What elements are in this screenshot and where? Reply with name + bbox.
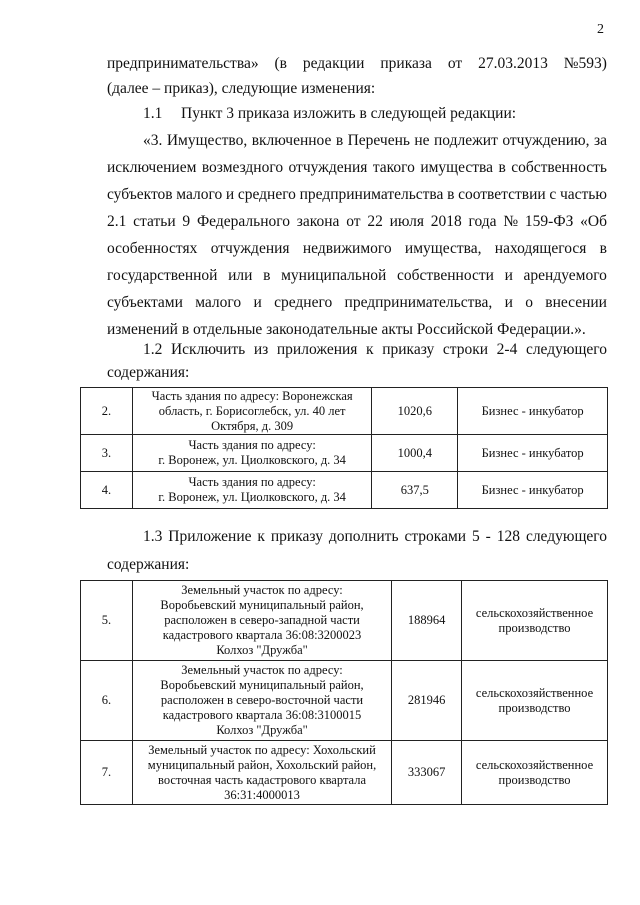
word: собственности (396, 267, 494, 284)
word: внесении (545, 294, 607, 311)
table-row (81, 472, 608, 509)
row-number: 7. (81, 741, 133, 805)
row-area: 281946 (392, 661, 462, 741)
word: исключением (107, 159, 197, 176)
word: Перечень (347, 132, 410, 149)
table-row (81, 435, 608, 472)
word: малого (195, 294, 242, 311)
word: имущества (420, 159, 494, 176)
word: к (257, 528, 265, 545)
word: из (253, 341, 269, 358)
row-number: 3. (81, 435, 133, 472)
word: в (335, 132, 344, 149)
word: 128 (496, 528, 521, 545)
quote-line-3 (107, 186, 607, 204)
item-1-3-line1 (143, 528, 607, 546)
word: редакции (302, 55, 365, 72)
row-area: 333067 (392, 741, 462, 805)
word: статьи (133, 213, 176, 230)
row-description: Часть здания по адресу: Воронежская область, г. Борисоглебск, ул. 40 лет Октября, д. 309 (132, 388, 372, 435)
word: 22 (367, 213, 383, 230)
word: от (447, 55, 463, 72)
word: в (263, 267, 271, 284)
word: особенностях (107, 240, 198, 257)
table-row (81, 388, 608, 435)
row-description: Земельный участок по адресу: Воробьевский муниципальный район, расположен в северо-восточной части кадастрового квартала 36:08:3100015 Колхоз "Дружба" (132, 661, 391, 741)
row-purpose: сельскохозяйственное производство (462, 741, 608, 805)
row-area: 1020,6 (372, 388, 458, 435)
word: Федерального (196, 213, 290, 230)
word: или (228, 267, 253, 284)
item-1-1-label: 1.1 (143, 105, 163, 122)
word: частью (559, 186, 607, 203)
word: 2-4 (496, 341, 518, 358)
quote-last-line: изменений в отдельные законодательные акты Российской Федерации.». (107, 321, 586, 338)
word: дополнить (328, 528, 399, 545)
word: недвижимого (302, 240, 392, 257)
word: и (253, 294, 262, 311)
word: года (468, 213, 497, 230)
word: - (485, 528, 491, 545)
item-1-2-line1 (143, 341, 607, 359)
word: арендуемого (523, 267, 607, 284)
row-description: Земельный участок по адресу: Воробьевский муниципальный район, расположен в северо-западной части кадастрового квартала 36:08:3200023 Колхоз "Дружба" (132, 581, 391, 661)
word: в (447, 186, 455, 203)
table-row (81, 741, 608, 805)
table-row (81, 661, 608, 741)
word: строки (442, 341, 489, 358)
word: 27.03.2013 (478, 55, 548, 72)
word: (в (274, 55, 287, 72)
word: и (225, 186, 235, 203)
row-purpose: сельскохозяйственное производство (462, 581, 608, 661)
word: Имущество, (166, 132, 248, 149)
word: собственность (511, 159, 607, 176)
row-area: 637,5 (372, 472, 458, 509)
word: приложения (276, 341, 358, 358)
item-1-1-text: Пункт 3 приказа изложить в следующей редакции: (181, 105, 517, 122)
word: приказу (270, 528, 323, 545)
word: следующего (525, 341, 607, 358)
row-description: Часть здания по адресу: г. Воронеж, ул. Циолковского, д. 34 (132, 472, 372, 509)
word: имущества, (404, 240, 482, 257)
word: предпринимательства» (107, 55, 259, 72)
word: № (503, 213, 519, 230)
word: следующего (525, 528, 607, 545)
row-number: 2. (81, 388, 133, 435)
row-area: 1000,4 (372, 435, 458, 472)
word: государственной (107, 267, 218, 284)
quote-line-5 (107, 240, 607, 258)
word: июля (389, 213, 424, 230)
word: соответствии (458, 186, 546, 203)
word: с (549, 186, 557, 203)
word: отчуждению, (502, 132, 590, 149)
word: субъектами (107, 294, 183, 311)
para0-line2: (далее – приказ), следующие изменения: (107, 80, 376, 97)
word: отчуждения (288, 159, 368, 176)
row-purpose: Бизнес - инкубатор (458, 435, 608, 472)
word: №593) (563, 55, 607, 72)
word: за (593, 132, 607, 149)
page-number: 2 (597, 22, 604, 37)
word: к (366, 341, 374, 358)
word: 9 (182, 213, 191, 230)
word: такого (372, 159, 415, 176)
para0-line1 (107, 55, 607, 73)
word: муниципальной (281, 267, 387, 284)
word: от (346, 213, 361, 230)
word: малого (176, 186, 223, 203)
word: и (504, 267, 513, 284)
row-description: Часть здания по адресу: г. Воронеж, ул. Циолковского, д. 34 (132, 435, 372, 472)
table-excluded-rows (80, 387, 608, 509)
word: «3. (143, 132, 163, 149)
word: 2.1 (107, 213, 127, 230)
word: «Об (580, 213, 607, 230)
item-1-3-line2: содержания: (107, 556, 190, 573)
word: строками (404, 528, 467, 545)
word: субъектов (107, 186, 173, 203)
row-area: 188964 (392, 581, 462, 661)
word: среднего (274, 294, 333, 311)
word: не (414, 132, 430, 149)
word: предпринимательства (299, 186, 444, 203)
word: включенное (251, 132, 332, 149)
row-number: 5. (81, 581, 133, 661)
row-purpose: Бизнес - инкубатор (458, 472, 608, 509)
word: в (599, 240, 607, 257)
word: Приложение (168, 528, 252, 545)
word: и (504, 294, 513, 311)
word: отчуждения (210, 240, 290, 257)
row-description: Земельный участок по адресу: Хохольский муниципальный район, Хохольский район, восточная часть кадастрового квартала 36:31:4000013 (132, 741, 391, 805)
table-row (81, 581, 608, 661)
word: 159-ФЗ (524, 213, 574, 230)
row-purpose: сельскохозяйственное производство (462, 661, 608, 741)
word: 1.3 (143, 528, 163, 545)
item-1-2-line2: содержания: (107, 364, 190, 381)
word: Исключить (170, 341, 246, 358)
quote-line-2 (107, 159, 607, 177)
quote-line-1 (143, 132, 607, 150)
quote-line-7 (107, 294, 607, 312)
word: приказу (382, 341, 435, 358)
word: 2018 (430, 213, 462, 230)
word: 1.2 (143, 341, 163, 358)
word: возмездного (201, 159, 284, 176)
quote-line-6 (107, 267, 607, 285)
word: среднего (237, 186, 296, 203)
word: о (525, 294, 533, 311)
word: 5 (472, 528, 480, 545)
row-number: 6. (81, 661, 133, 741)
word: в (498, 159, 506, 176)
table-added-rows (80, 580, 608, 805)
word: находящегося (494, 240, 587, 257)
word: приказа (380, 55, 432, 72)
quote-line-4 (107, 213, 607, 231)
word: закона (296, 213, 340, 230)
word: предпринимательства, (344, 294, 493, 311)
word: подлежит (434, 132, 498, 149)
row-number: 4. (81, 472, 133, 509)
row-purpose: Бизнес - инкубатор (458, 388, 608, 435)
